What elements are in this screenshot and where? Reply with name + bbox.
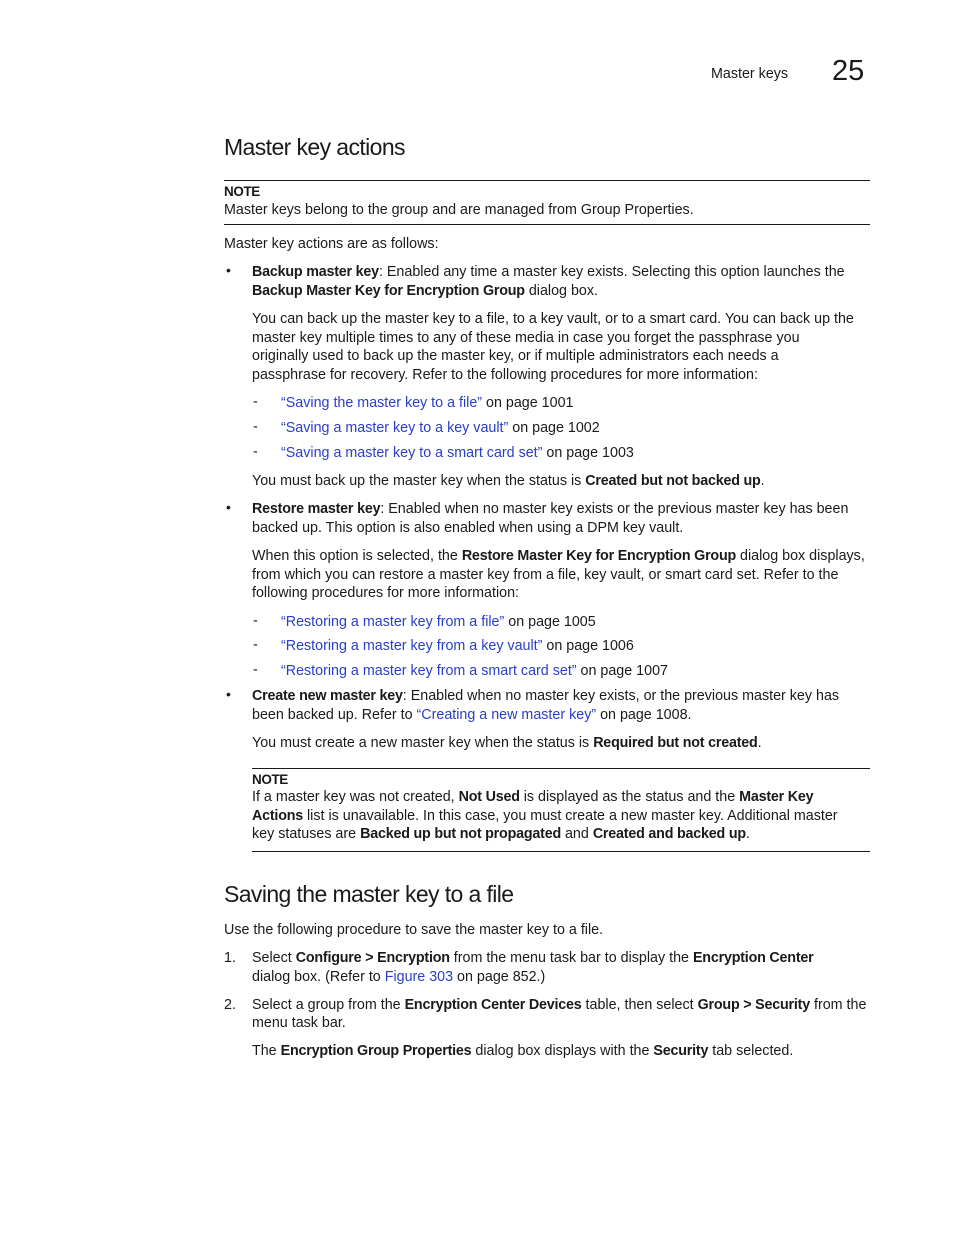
- link-creating-new-master-key[interactable]: “Creating a new master key”: [416, 707, 597, 723]
- bullet-icon: •: [226, 262, 231, 278]
- step1-line1: Select Configure > Encryption from the menu task bar to display the Encryption Center: [252, 950, 814, 966]
- backup-para-line3: originally used to back up the master key, or if multiple administrators each needs a: [252, 348, 779, 364]
- bullet-create-line2: been backed up. Refer to “Creating a new master key” on page 1008.: [252, 707, 692, 723]
- dash-icon: -: [253, 444, 258, 460]
- step-number: 2.: [224, 997, 236, 1013]
- step2-line2: menu task bar.: [252, 1015, 346, 1031]
- bullet-icon: •: [226, 686, 231, 702]
- backup-para-line2: master key multiple times to any of these media in case you forget the passphrase you: [252, 330, 800, 346]
- procedure-intro: Use the following procedure to save the master key to a file.: [224, 922, 604, 938]
- note-label: NOTE: [224, 184, 260, 199]
- note-top-rule: [224, 180, 870, 181]
- link-restoring-from-file[interactable]: “Restoring a master key from a file”: [281, 614, 505, 630]
- link-saving-to-file[interactable]: “Saving the master key to a file”: [281, 395, 483, 411]
- backup-para-line1: You can back up the master key to a file, to a key vault, or to a smart card. You can back up the: [252, 311, 854, 327]
- bullet-restore-line1: Restore master key: Enabled when no master key exists or the previous master key has been: [252, 501, 849, 517]
- bullet-restore-line2: backed up. This option is also enabled when using a DPM key vault.: [252, 520, 684, 536]
- link-saving-to-smart-card[interactable]: “Saving a master key to a smart card set”: [281, 445, 543, 461]
- create-must-text: You must create a new master key when the status is Required but not created.: [252, 735, 762, 751]
- backup-must-text: You must back up the master key when the status is Created but not backed up.: [252, 473, 765, 489]
- note-label: NOTE: [252, 772, 288, 787]
- dash-icon: -: [253, 394, 258, 410]
- dash-icon: -: [253, 637, 258, 653]
- list-item: “Saving the master key to a file” on page 1001: [281, 395, 574, 411]
- note2-line3: key statuses are Backed up but not propagated and Created and backed up.: [252, 826, 750, 842]
- dash-icon: -: [253, 613, 258, 629]
- link-saving-to-key-vault[interactable]: “Saving a master key to a key vault”: [281, 420, 509, 436]
- note-top-rule: [252, 768, 870, 769]
- section-title-saving-master-key: Saving the master key to a file: [224, 881, 514, 907]
- dash-icon: -: [253, 662, 258, 678]
- restore-para-line2: from which you can restore a master key from a file, key vault, or smart card set. Refer to the: [252, 567, 839, 583]
- list-item: “Restoring a master key from a file” on page 1005: [281, 614, 596, 630]
- list-item: “Saving a master key to a key vault” on page 1002: [281, 420, 600, 436]
- link-figure-303[interactable]: Figure 303: [384, 969, 454, 985]
- note2-line1: If a master key was not created, Not Used is displayed as the status and the Master Key: [252, 789, 814, 805]
- running-header-section: Master keys: [711, 66, 789, 82]
- chapter-number: 25: [832, 55, 865, 87]
- list-item: “Restoring a master key from a key vault” on page 1006: [281, 638, 634, 654]
- bullet-backup-line2: Backup Master Key for Encryption Group dialog box.: [252, 283, 598, 299]
- note-bottom-rule: [252, 851, 870, 852]
- bullet-backup-line1: Backup master key: Enabled any time a master key exists. Selecting this option launches the: [252, 264, 845, 280]
- note-bottom-rule: [224, 224, 870, 225]
- restore-para-line3: following procedures for more information:: [252, 585, 519, 601]
- link-restoring-from-key-vault[interactable]: “Restoring a master key from a key vault”: [281, 638, 543, 654]
- list-item: “Saving a master key to a smart card set” on page 1003: [281, 445, 634, 461]
- step2-line1: Select a group from the Encryption Center Devices table, then select Group > Security from the: [252, 997, 867, 1013]
- note-text: Master keys belong to the group and are managed from Group Properties.: [224, 202, 694, 218]
- step-number: 1.: [224, 950, 236, 966]
- link-restoring-from-smart-card[interactable]: “Restoring a master key from a smart card set”: [281, 663, 577, 679]
- restore-para-line1: When this option is selected, the Restore Master Key for Encryption Group dialog box displays,: [252, 548, 865, 564]
- dash-icon: -: [253, 419, 258, 435]
- note2-line2: Actions list is unavailable. In this case, you must create a new master key. Additional master: [252, 808, 838, 824]
- intro-text: Master key actions are as follows:: [224, 236, 439, 252]
- section-title-master-key-actions: Master key actions: [224, 134, 405, 160]
- bullet-icon: •: [226, 499, 231, 515]
- bullet-create-line1: Create new master key: Enabled when no master key exists, or the previous master key has: [252, 688, 840, 704]
- backup-para-line4: passphrase for recovery. Refer to the following procedures for more information:: [252, 367, 758, 383]
- step1-line2: dialog box. (Refer to Figure 303 on page 852.): [252, 969, 546, 985]
- step2-result: The Encryption Group Properties dialog box displays with the Security tab selected.: [252, 1043, 794, 1059]
- list-item: “Restoring a master key from a smart card set” on page 1007: [281, 663, 668, 679]
